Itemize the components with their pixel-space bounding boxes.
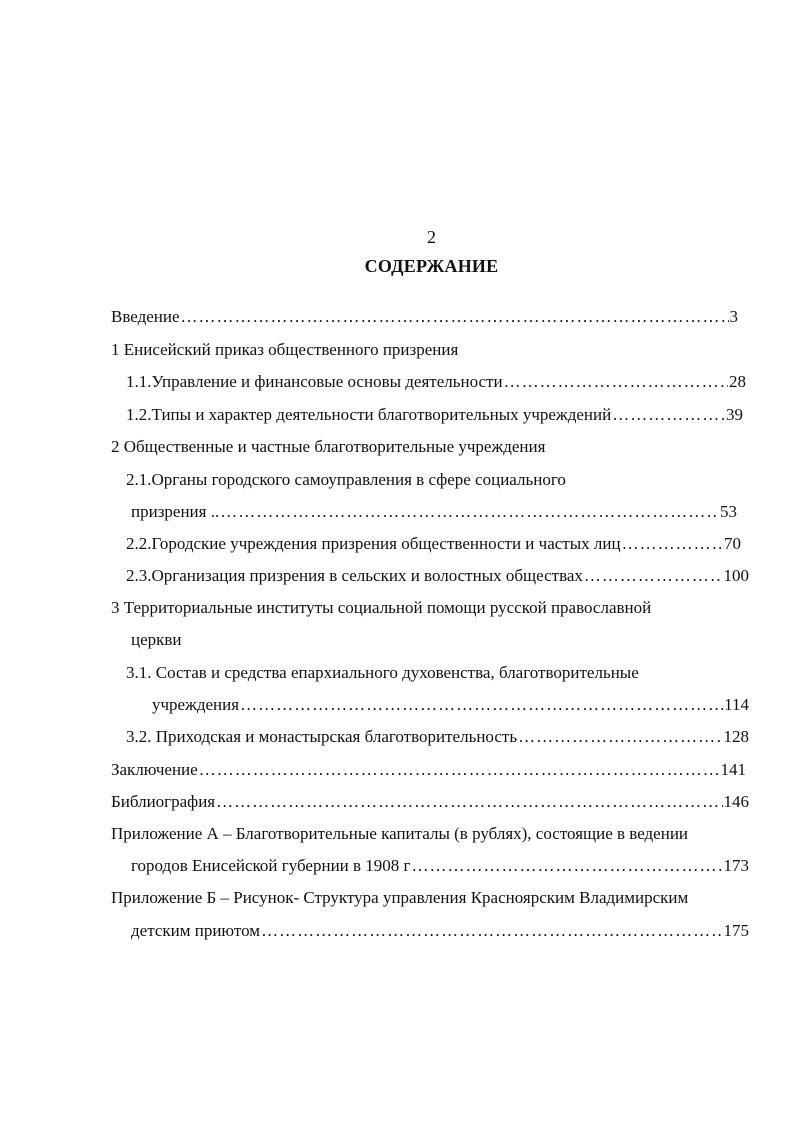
toc-entry-3-2 — [126, 726, 749, 748]
dot-leader — [518, 726, 722, 748]
dot-leader — [584, 565, 723, 587]
toc-entry-page: 28 — [729, 372, 746, 391]
toc-chapter-2: 2 Общественные и частные благотворительные учреждения — [111, 437, 546, 456]
toc-entry-3-1 — [152, 694, 749, 716]
toc-entry-intro — [111, 306, 738, 328]
toc-entry-appendix-b — [131, 920, 749, 942]
toc-entry-label: 1.2.Типы и характер деятельности благотворительных учреждений — [126, 405, 612, 424]
toc-entry-label: 2.2.Городские учреждения призрения общественности и частых лиц — [126, 534, 621, 553]
dot-leader — [504, 371, 728, 393]
toc-entry-conclusion — [111, 759, 746, 781]
dot-leader — [220, 501, 719, 523]
dot-leader — [240, 694, 723, 716]
toc-entry-label: 3.2. Приходская и монастырская благотворительность — [126, 727, 518, 746]
toc-entry-page: 70 — [724, 534, 741, 553]
toc-entry-1-2 — [126, 404, 743, 426]
dot-leader — [412, 855, 723, 877]
dot-leader — [261, 920, 722, 942]
toc-entry-bibliography — [111, 791, 749, 813]
toc-title: СОДЕРЖАНИЕ — [364, 256, 499, 276]
toc-entry-page: 100 — [723, 566, 749, 585]
toc-entry-label: детским приютом — [131, 921, 261, 940]
toc-entry-2-1-line1: 2.1.Органы городского самоуправления в сфере социального — [126, 470, 566, 489]
page-number: 2 — [427, 227, 436, 247]
toc-chapter-1: 1 Енисейский приказ общественного призрения — [111, 340, 459, 359]
dot-leader — [199, 759, 720, 781]
toc-entry-label: городов Енисейской губернии в 1908 г — [131, 856, 411, 875]
toc-entry-label: 1.1.Управление и финансовые основы деятельности — [126, 372, 503, 391]
toc-entry-2-2 — [126, 533, 741, 555]
toc-appendix-a-line1: Приложение А – Благотворительные капиталы (в рублях), состоящие в ведении — [111, 824, 689, 843]
toc-entry-label: учреждения — [152, 695, 240, 714]
toc-entry-label: Библиография — [111, 792, 216, 811]
toc-entry-page: 114 — [724, 695, 749, 714]
toc-entry-3-1-line1: 3.1. Состав и средства епархиального духовенства, благотворительные — [126, 663, 639, 682]
toc-entry-page: 173 — [723, 856, 749, 875]
toc-entry-2-3 — [126, 565, 749, 587]
dot-leader — [612, 404, 725, 426]
toc-entry-1-1 — [126, 371, 746, 393]
toc-entry-label: Введение — [111, 307, 180, 326]
toc-entry-page: 53 — [720, 502, 737, 521]
toc-entry-label: 2.3.Организация призрения в сельских и волостных обществах — [126, 566, 583, 585]
toc-entry-label: Заключение — [111, 760, 198, 779]
dot-leader — [216, 791, 722, 813]
toc-entry-2-1 — [131, 501, 737, 523]
dot-leader — [622, 533, 723, 555]
toc-entry-page: 175 — [723, 921, 749, 940]
toc-chapter-3-line1: 3 Территориальные институты социальной помощи русской православной — [111, 598, 652, 617]
toc-entry-page: 146 — [723, 792, 749, 811]
toc-entry-page: 3 — [729, 307, 738, 326]
toc-chapter-3-line2: церкви — [131, 630, 182, 649]
toc-entry-page: 128 — [723, 727, 749, 746]
toc-entry-page: 141 — [720, 760, 746, 779]
toc-entry-page: 39 — [726, 405, 743, 424]
toc-entry-label: призрения .. — [131, 502, 220, 521]
toc-entry-appendix-a — [131, 855, 749, 877]
dot-leader — [181, 306, 729, 328]
toc-appendix-b-line1: Приложение Б – Рисунок- Структура управления Красноярским Владимирским — [111, 888, 689, 907]
